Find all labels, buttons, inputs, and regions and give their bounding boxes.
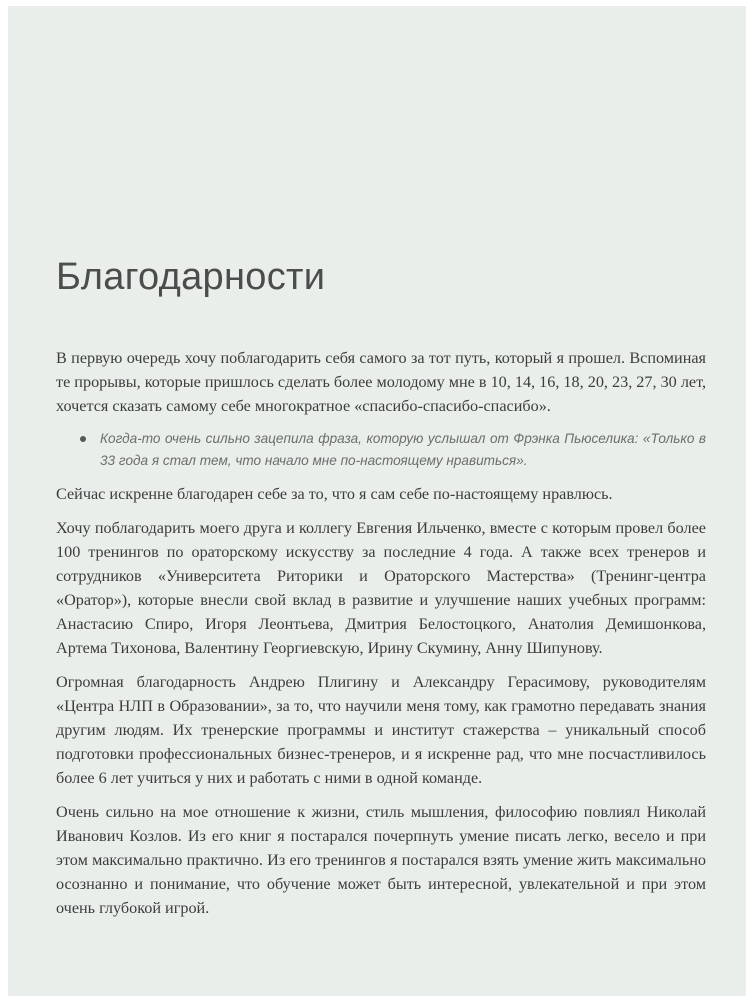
quote-block bbox=[80, 428, 706, 472]
paragraph-1: В первую очередь хочу поблагодарить себя самого за тот путь, который я прошел. Вспоминая те прорывы, которые пришлось сделать более молодому мне в 10, 14, 16, 18, 20, 23, 27, 30 лет, хочется сказать самому себе многократное «спасибо-спасибо-спасибо». bbox=[56, 349, 706, 415]
page-title: Благодарности bbox=[56, 256, 326, 298]
book-page bbox=[8, 6, 746, 996]
quote-text: Когда-то очень сильно зацепила фраза, которую услышал от Фрэнка Пьюселика: «Только в 33 года я стал тем, что начало мне по-настоящему нравиться». bbox=[100, 431, 706, 468]
paragraph-5: Очень сильно на мое отношение к жизни, стиль мышления, философию повлиял Николай Иванович Козлов. Из его книг я постарался почерпнуть умение писать легко, весело и при этом максимально практично. Из его тренингов я постарался взять умение жить максимально осознанно и понимание, что обучение может быть интересной, увлекательной и при этом очень глубокой игрой. bbox=[56, 803, 706, 917]
paragraph-2: Сейчас искренне благодарен себе за то, что я сам себе по-настоящему нравлюсь. bbox=[56, 485, 613, 503]
body-text bbox=[56, 346, 706, 930]
bullet-icon bbox=[80, 436, 86, 442]
paragraph-4: Огромная благодарность Андрею Плигину и Александру Герасимову, руководителям «Центра НЛП в Образовании», за то, что научили меня тому, как грамотно передавать знания другим людям. Их тренерские программы и институт стажерства – уникальный способ подготовки профессиональных бизнес-тренеров, и я искренне рад, что мне посчастливилось более 6 лет учиться у них и работать с ними в одной команде. bbox=[56, 673, 706, 787]
paragraph-3: Хочу поблагодарить моего друга и коллегу Евгения Ильченко, вместе с которым провел более 100 тренингов по ораторскому искусству за последние 4 года. А также всех тренеров и сотрудников «Университета Риторики и Ораторского Мастерства» (Тренинг-центра «Оратор»), которые внесли свой вклад в развитие и улучшение наших учебных программ: Анастасию Спиро, Игоря Леонтьева, Дмитрия Белостоцкого, Анатолия Демишонкова, Артема Тихонова, Валентину Георгиевскую, Ирину Скумину, Анну Шипунову. bbox=[56, 519, 706, 657]
